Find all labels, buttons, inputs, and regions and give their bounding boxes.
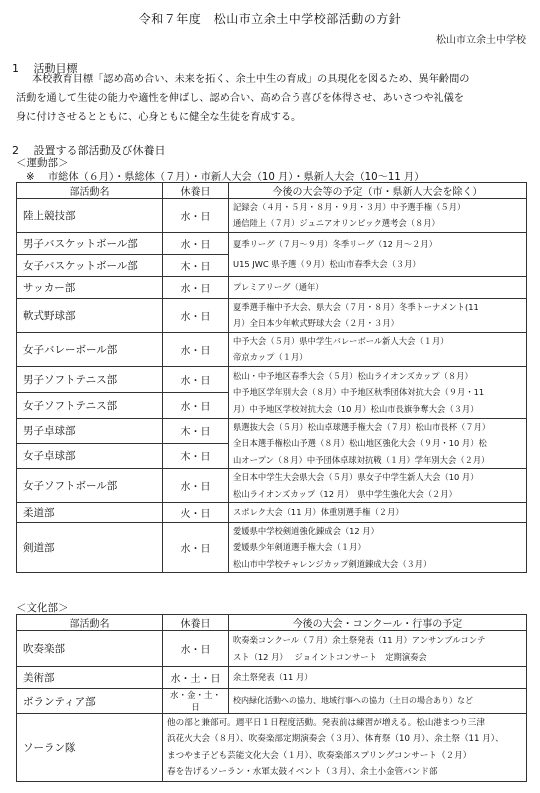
club-name: ソーラン隊	[17, 714, 163, 782]
goal-line: 身に付けさせるとともに、心身ともに健全な生徒を育成する。	[16, 112, 302, 123]
table-row	[17, 366, 527, 392]
club-name: 女子ソフトボール部	[17, 469, 163, 503]
off-days: 水・日	[163, 232, 229, 254]
club-name: ボランティア部	[17, 689, 163, 714]
table-row	[17, 631, 527, 667]
header-off-days: 休養日	[163, 615, 229, 631]
event-plan: プレミアリーグ（通年）	[229, 276, 527, 298]
club-name: 剣道部	[17, 523, 163, 573]
off-days: 水・日	[163, 469, 229, 503]
club-name: 軟式野球部	[17, 298, 163, 332]
sports-label: ＜運動部＞	[16, 157, 69, 169]
table-row	[17, 232, 527, 254]
sports-note: ※ 市総体（６月）・県総体（７月）・市新人大会（10 月）・県新人大会（10～11 月）	[26, 172, 425, 183]
event-plan: 夏季選手権中予大会、県大会（７月・８月）冬季トーナメント(11 月）全日本少年軟式野球大会（２月・３月）	[229, 298, 527, 332]
off-days: 水・日	[163, 276, 229, 298]
event-plan: 吹奏楽コンクール（７月）余土祭発表（11 月）アンサンブルコンテ スト（12 月） ジョイントコンサート 定期演奏会	[229, 631, 527, 667]
table-header-row	[17, 615, 527, 631]
club-name: 柔道部	[17, 503, 163, 523]
table-row	[17, 332, 527, 366]
club-name: 男子卓球部	[17, 418, 163, 443]
off-days: 木・日	[163, 443, 229, 468]
club-name: 吹奏楽部	[17, 631, 163, 667]
sports-club-table	[16, 182, 527, 573]
event-plan: 校内緑化活動への協力、地域行事への協力（土日の場合あり）など	[229, 689, 527, 714]
table-row	[17, 667, 527, 689]
event-plan: 県選抜大会（５月）松山卓球選手権大会（７月）松山市長杯（７月） 全日本選手権松山予選（８月）松山地区強化大会（９月・10 月）松 山オープン（８月）中予団体卓球対抗戦（１月）学年別大会（２月）	[229, 418, 527, 468]
goal-line: 本校教育目標「認め高め合い、未来を拓く、余土中生の育成」の具現化を図るため、異年齢間の	[32, 74, 470, 85]
club-name: 女子バレーボール部	[17, 332, 163, 366]
off-days: 水・日	[163, 366, 229, 392]
off-days: 水・日	[163, 332, 229, 366]
event-plan: 余土祭発表（11 月）	[229, 667, 527, 689]
table-header-row	[17, 183, 527, 199]
event-plan: 松山・中予地区春季大会（５月）松山ライオンズカップ（８月） 中予地区学年別大会（８月）中予地区秋季団体対抗大会（９月・11 月）中予地区学校対抗大会（10 月）松山市長旗争奪大会（３月）	[229, 366, 527, 418]
header-club: 部活動名	[17, 615, 163, 631]
off-days: 水・日	[163, 199, 229, 233]
off-days: 火・日	[163, 503, 229, 523]
page-title: 令和７年度 松山市立余土中学校部活動の方針	[138, 12, 402, 26]
school-name: 松山市立余土中学校	[436, 35, 526, 46]
club-name: 男子ソフトテニス部	[17, 366, 163, 392]
off-days: 水・土・日	[163, 667, 229, 689]
club-name: 男子バスケットボール部	[17, 232, 163, 254]
off-days: 水・日	[163, 392, 229, 418]
event-plan: 中予大会（５月）県中学生バレーボール新人大会（１月） 帝京カップ（１月）	[229, 332, 527, 366]
club-name: 女子卓球部	[17, 443, 163, 468]
event-plan: スポレク大会（11 月）体重別選手権（２月）	[229, 503, 527, 523]
event-plan: 他の部と兼部可。週平日１日程度活動。発表前は練習が増える。松山港まつり三津 浜花火大会（８月）、吹奏楽部定期演奏会（３月）、体育祭（10 月）、余土祭（11 月）、 まつやま子ども芸能文化大会（１月）、吹奏楽部スプリングコンサート（２月） 春を告げるソーラン・水軍太鼓イベント（３月）、余土小金管バンド部	[163, 714, 527, 782]
header-plan: 今後の大会等の予定（市・県新人大会を除く）	[229, 183, 527, 199]
club-name: 女子バスケットボール部	[17, 254, 163, 276]
header-plan: 今後の大会・コンクール・行事の予定	[229, 615, 527, 631]
table-row	[17, 418, 527, 443]
header-club: 部活動名	[17, 183, 163, 199]
club-name: 女子ソフトテニス部	[17, 392, 163, 418]
table-row	[17, 503, 527, 523]
table-row	[17, 689, 527, 714]
club-name: 美術部	[17, 667, 163, 689]
off-days: 水・日	[163, 298, 229, 332]
event-plan: 夏季リーグ（７月～９月）冬季リーグ（12 月～２月） U15 JWC 県予選（９月）松山市春季大会（３月）	[229, 232, 527, 276]
section-2-heading: 2 設置する部活動及び休養日	[12, 144, 166, 157]
table-row	[17, 523, 527, 573]
off-days: 水・日	[163, 523, 229, 573]
club-name: サッカー部	[17, 276, 163, 298]
table-row	[17, 714, 527, 782]
off-days: 木・日	[163, 254, 229, 276]
event-plan: 愛媛県中学校剣道強化錬成会（12 月） 愛媛県少年剣道選手権大会（１月） 松山市中学校チャレンジカップ剣道錬成大会（３月）	[229, 523, 527, 573]
off-days: 水・金・土・日	[163, 689, 229, 714]
off-days: 木・日	[163, 418, 229, 443]
table-row	[17, 276, 527, 298]
culture-club-table	[16, 614, 527, 782]
club-name: 陸上競技部	[17, 199, 163, 233]
event-plan: 全日本中学生大会県大会（５月）県女子中学生新人大会（10 月） 松山ライオンズカップ（12 月） 県中学生強化大会（２月）	[229, 469, 527, 503]
event-plan: 記録会（４月・５月・８月・９月・３月）中予選手権（５月） 通信陸上（７月）ジュニアオリンピック選考会（８月）	[229, 199, 527, 233]
goal-line: 活動を通して生徒の能力や適性を伸ばし、認め合い、高め合う喜びを体得させ、あいさつや礼儀を	[16, 93, 464, 104]
table-row	[17, 199, 527, 233]
culture-label: ＜文化部＞	[16, 602, 69, 614]
off-days: 水・日	[163, 631, 229, 667]
section-1-heading: 1 活動目標	[12, 62, 78, 75]
table-row	[17, 298, 527, 332]
header-off-days: 休養日	[163, 183, 229, 199]
table-row	[17, 469, 527, 503]
